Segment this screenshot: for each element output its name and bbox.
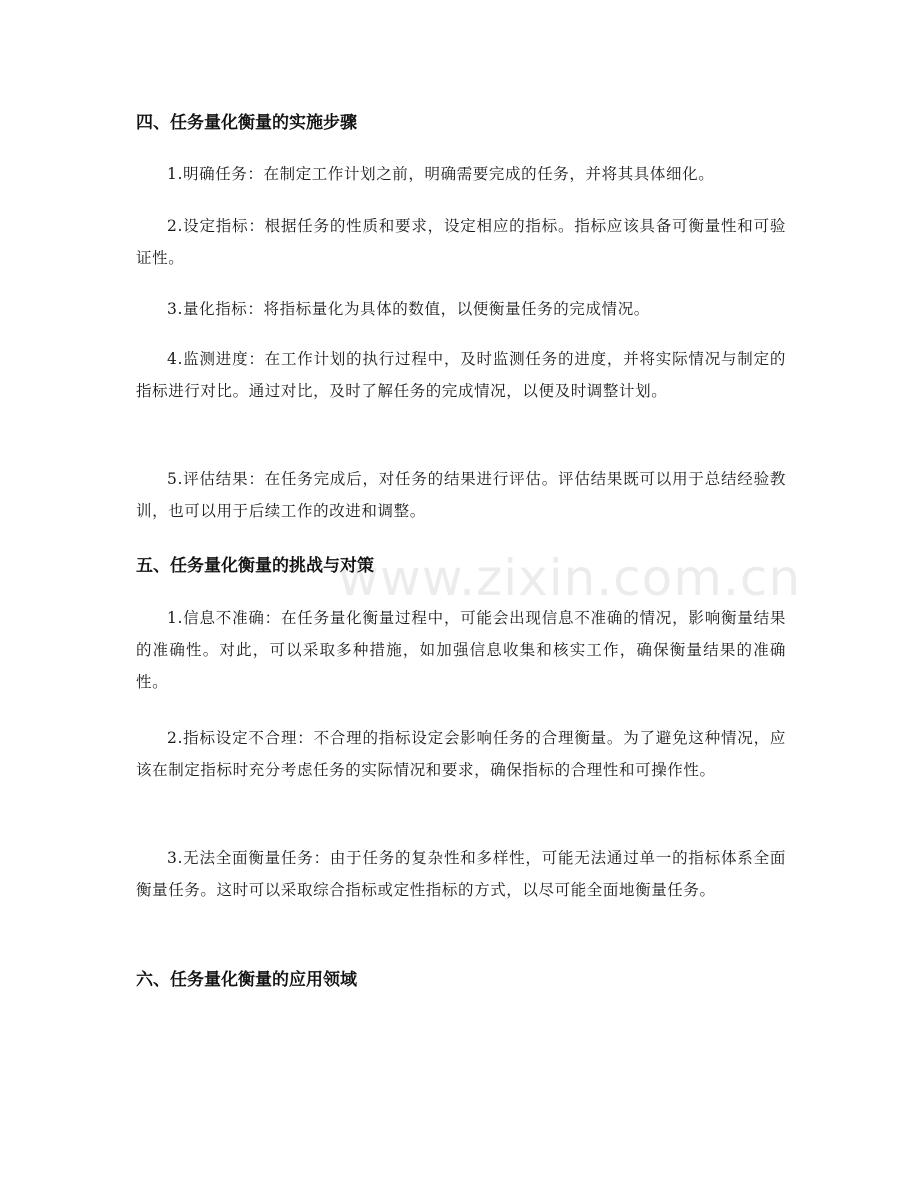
paragraph-4-2: 2.设定指标：根据任务的性质和要求，设定相应的指标。指标应该具备可衡量性和可验证性。: [136, 217, 786, 267]
section-heading-4: 四、任务量化衡量的实施步骤: [136, 113, 357, 133]
paragraph-4-3: 3.量化指标：将指标量化为具体的数值，以便衡量任务的完成情况。: [167, 300, 650, 318]
section-heading-6: 六、任务量化衡量的应用领域: [136, 970, 357, 990]
paragraph-4-5: 5.评估结果：在任务完成后，对任务的结果进行评估。评估结果既可以用于总结经验教训，也可以用于后续工作的改进和调整。: [136, 470, 786, 520]
paragraph-5-2: 2.指标设定不合理：不合理的指标设定会影响任务的合理衡量。为了避免这种情况，应该在制定指标时充分考虑任务的实际情况和要求，确保指标的合理性和可操作性。: [136, 729, 786, 779]
section-heading-5: 五、任务量化衡量的挑战与对策: [136, 556, 374, 576]
paragraph-5-1: 1.信息不准确：在任务量化衡量过程中，可能会出现信息不准确的情况，影响衡量结果的准确性。对此，可以采取多种措施，如加强信息收集和核实工作，确保衡量结果的准确性。: [136, 609, 786, 691]
paragraph-5-3: 3.无法全面衡量任务：由于任务的复杂性和多样性，可能无法通过单一的指标体系全面衡量任务。这时可以采取综合指标或定性指标的方式，以尽可能全面地衡量任务。: [136, 849, 786, 899]
watermark-text: www.zixin.com.cn: [338, 549, 802, 607]
paragraph-4-1: 1.明确任务：在制定工作计划之前，明确需要完成的任务，并将其具体细化。: [167, 165, 715, 183]
paragraph-4-4: 4.监测进度：在工作计划的执行过程中，及时监测任务的进度，并将实际情况与制定的指标进行对比。通过对比，及时了解任务的完成情况，以便及时调整计划。: [136, 350, 786, 400]
